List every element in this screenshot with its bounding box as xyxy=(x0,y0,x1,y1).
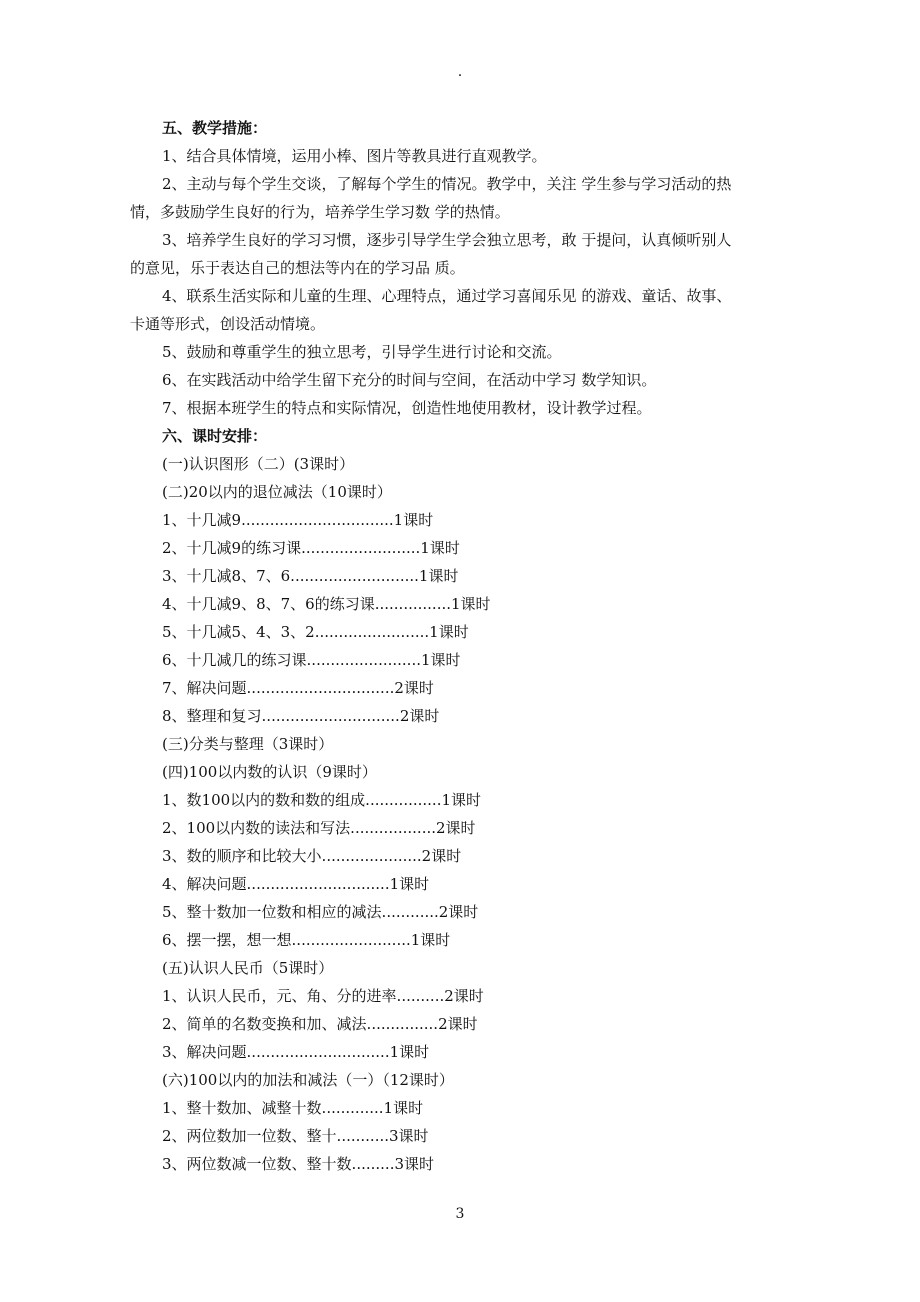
section5-items xyxy=(130,142,772,422)
measure-item xyxy=(130,282,772,338)
schedule-unit: (二)20以内的退位减法（10课时） xyxy=(162,483,392,501)
measure-item xyxy=(162,142,772,170)
measure-item-first-line: 5、鼓励和尊重学生的独立思考，引导学生进行讨论和交流。 xyxy=(162,343,562,361)
schedule-lesson: 5、整十数加一位数和相应的减法............2课时 xyxy=(162,903,479,921)
schedule-lesson: 4、十几减9、8、7、6的练习课................1课时 xyxy=(162,595,491,613)
schedule-lesson: 2、两位数加一位数、整十...........3课时 xyxy=(162,1127,429,1145)
schedule-unit: (五)认识人民币（5课时） xyxy=(162,959,334,977)
measure-item-first-line: 6、在实践活动中给学生留下充分的时间与空间，在活动中学习 数学知识。 xyxy=(162,371,657,389)
measure-item-first-line: 1、结合具体情境，运用小棒、图片等教具进行直观教学。 xyxy=(162,147,547,165)
schedule-lesson: 6、十几减几的练习课........................1课时 xyxy=(162,651,461,669)
schedule-lesson: 7、解决问题...............................2课时 xyxy=(162,679,434,697)
schedule-lesson: 1、认识人民币，元、角、分的进率..........2课时 xyxy=(162,987,484,1005)
schedule-lesson: 3、解决问题..............................1课时 xyxy=(162,1043,430,1061)
measure-item-first-line: 2、主动与每个学生交谈，了解每个学生的情况。教学中，关注 学生参与学习活动的热 xyxy=(162,175,732,193)
measure-item xyxy=(130,226,772,282)
schedule-lesson: 2、100以内数的读法和写法..................2课时 xyxy=(162,819,476,837)
schedule-unit: (三)分类与整理（3课时） xyxy=(162,735,334,753)
measure-item xyxy=(162,394,772,422)
measure-item-first-line: 4、联系生活实际和儿童的生理、心理特点，通过学习喜闻乐见 的游戏、童话、故事、 xyxy=(162,287,732,305)
schedule-lesson: 1、整十数加、减整十数.............1课时 xyxy=(162,1099,424,1117)
schedule-lesson: 2、简单的名数变换和加、减法...............2课时 xyxy=(162,1015,478,1033)
schedule-lesson: 5、十几减5、4、3、2........................1课时 xyxy=(162,623,469,641)
measure-item xyxy=(162,338,772,366)
schedule-lesson: 1、十几减9................................1课时 xyxy=(162,511,434,529)
schedule-lesson: 4、解决问题..............................1课时 xyxy=(162,875,430,893)
schedule-lesson: 1、数100以内的数和数的组成................1课时 xyxy=(162,791,482,809)
measure-item-continuation: 卡通等形式，创设活动情境。 xyxy=(130,315,326,333)
measure-item xyxy=(130,170,772,226)
measure-item-continuation: 情，多鼓励学生良好的行为，培养学生学习数 学的热情。 xyxy=(130,203,510,221)
document-body xyxy=(130,114,772,1178)
schedule-lesson: 3、两位数减一位数、整十数.........3课时 xyxy=(162,1155,435,1173)
page-number: 3 xyxy=(455,1206,465,1222)
schedule-unit: (四)100以内数的认识（9课时） xyxy=(162,763,377,781)
schedule-lesson: 3、数的顺序和比较大小.....................2课时 xyxy=(162,847,462,865)
schedule-lesson: 3、十几减8、7、6...........................1课时 xyxy=(162,567,459,585)
schedule-lesson: 8、整理和复习.............................2课时 xyxy=(162,707,440,725)
measure-item-first-line: 7、根据本班学生的特点和实际情况，创造性地使用教材，设计教学过程。 xyxy=(162,399,652,417)
schedule-unit: (一)认识图形（二）(3课时） xyxy=(162,455,355,473)
section6-title: 六、课时安排： xyxy=(162,427,268,445)
header-mark: . xyxy=(457,64,463,80)
measure-item-continuation: 的意见，乐于表达自己的想法等内在的学习品 质。 xyxy=(130,259,465,277)
schedule-unit: (六)100以内的加法和减法（一）（12课时） xyxy=(162,1071,454,1089)
schedule-lesson: 6、摆一摆，想一想.........................1课时 xyxy=(162,931,451,949)
section6-schedule xyxy=(162,450,772,1178)
measure-item-first-line: 3、培养学生良好的学习习惯，逐步引导学生学会独立思考，敢 于提问，认真倾听别人 xyxy=(162,231,732,249)
measure-item xyxy=(162,366,772,394)
section5-title: 五、教学措施： xyxy=(162,119,268,137)
schedule-lesson: 2、十几减9的练习课.........................1课时 xyxy=(162,539,460,557)
